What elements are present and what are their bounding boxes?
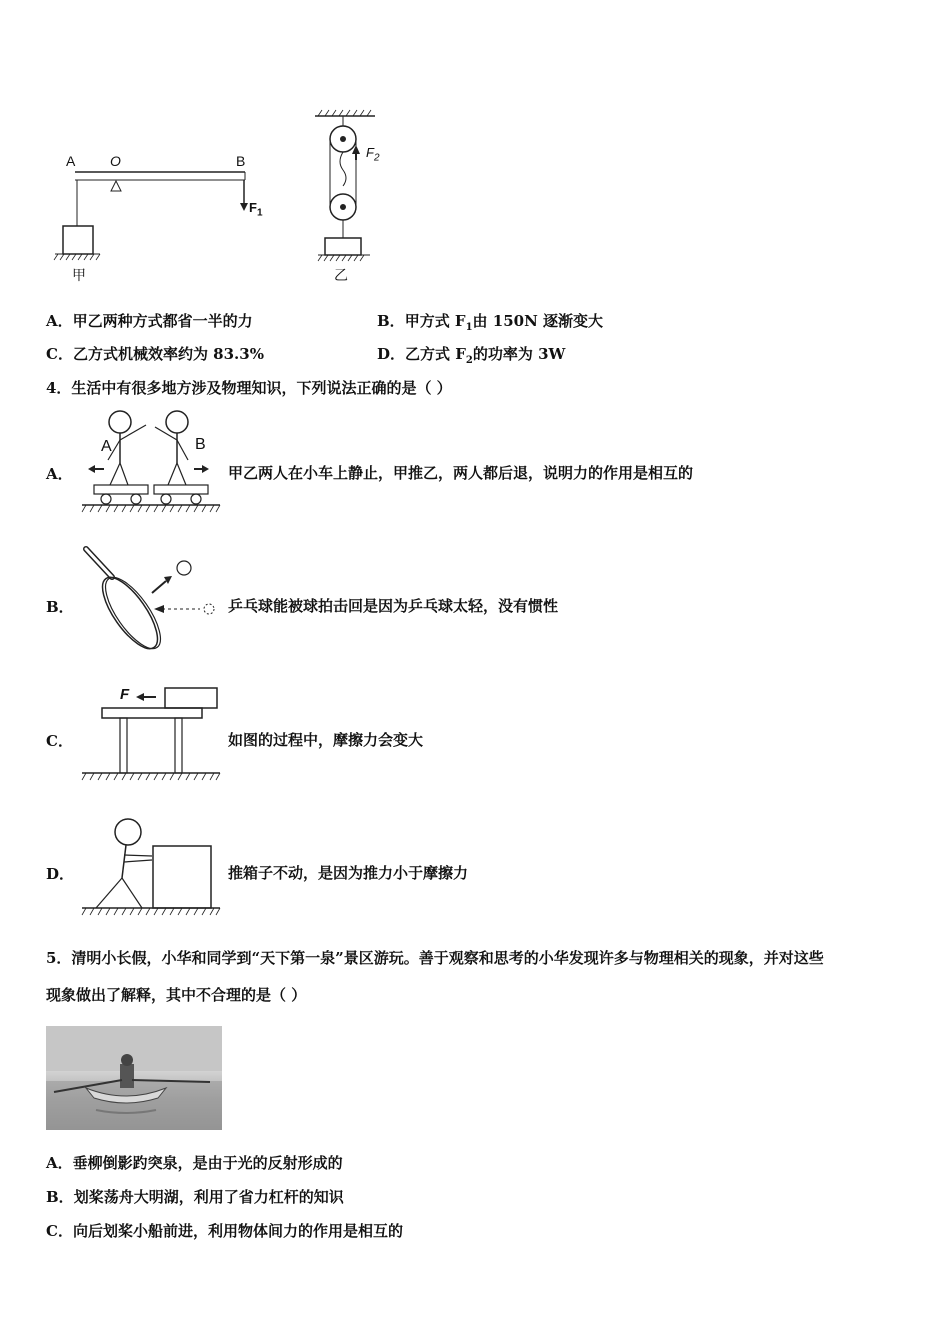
label-b: B bbox=[236, 153, 246, 169]
q4-table-figure bbox=[80, 680, 240, 790]
q5-stem-line2: 现象做出了解释，其中不合理的是（ ） bbox=[46, 986, 307, 1004]
q3-option-c bbox=[46, 344, 264, 364]
q5-option-c-text: 向后划桨小船前进，利用物体间力的作用是相互的 bbox=[72, 1222, 403, 1240]
q4-option-d-text: 推箱子不动，是因为推力小于摩擦力 bbox=[228, 864, 469, 882]
q5-option-a-key: A． bbox=[46, 1154, 73, 1172]
q4-fig-label-a: A bbox=[101, 438, 112, 455]
q3-option-d-post: 的功率为 3W bbox=[472, 345, 566, 363]
label-f2-sub: 2 bbox=[373, 152, 380, 164]
rowing-boat-drawing bbox=[46, 1026, 222, 1130]
q4-fig-label-f: F bbox=[120, 686, 130, 703]
q3-option-d-key: D． bbox=[377, 345, 406, 363]
label-f1-sub: 1 bbox=[256, 207, 263, 219]
label-yi: 乙 bbox=[334, 267, 348, 283]
q5-option-b bbox=[46, 1187, 344, 1207]
q3-option-b-post: 由 150N 逐渐变大 bbox=[472, 312, 603, 330]
q4-option-c-text: 如图的过程中，摩擦力会变大 bbox=[228, 731, 424, 749]
q5-option-a bbox=[46, 1153, 343, 1173]
label-f2 bbox=[366, 145, 380, 164]
rowing-boat-photo bbox=[46, 1026, 222, 1130]
q3-option-a-key: A． bbox=[46, 312, 73, 330]
label-jia: 甲 bbox=[72, 267, 86, 283]
label-f1-letter: F bbox=[249, 200, 257, 215]
q5-option-b-text: 划桨荡舟大明湖，利用了省力杠杆的知识 bbox=[73, 1188, 344, 1206]
q4-fig-label-b: B bbox=[195, 436, 206, 453]
q5-option-b-key: B． bbox=[46, 1188, 74, 1206]
label-f2-letter: F bbox=[366, 145, 374, 160]
q3-option-b-key: B． bbox=[377, 312, 405, 330]
q5-stem-line1: 5．清明小长假，小华和同学到“天下第一泉”景区游玩。善于观察和思考的小华发现许多与物理相关的现象，并对这些 bbox=[46, 949, 824, 967]
q4-option-b-key: B． bbox=[46, 598, 74, 616]
q4-paddle-figure bbox=[80, 545, 240, 665]
q5-option-c-key: C． bbox=[46, 1222, 73, 1240]
q4-option-c-key: C． bbox=[46, 732, 73, 750]
q5-option-c bbox=[46, 1221, 403, 1241]
q3-option-a-text: 甲乙两种方式都省一半的力 bbox=[72, 312, 253, 330]
q4-option-b-text: 乒乓球能被球拍击回是因为乒乓球太轻，没有惯性 bbox=[228, 597, 559, 615]
q4-push-box-figure bbox=[80, 810, 240, 930]
label-a: A bbox=[66, 153, 76, 169]
q3-option-c-text: 乙方式机械效率约为 83.3% bbox=[72, 345, 264, 363]
label-o: O bbox=[110, 153, 121, 169]
q4-option-a-key: A． bbox=[46, 465, 73, 483]
q5-option-a-text: 垂柳倒影趵突泉，是由于光的反射形成的 bbox=[72, 1154, 343, 1172]
q3-option-b bbox=[377, 311, 603, 338]
q3-option-b-pre: 甲方式 F bbox=[404, 312, 466, 330]
q4-option-d-key: D． bbox=[46, 865, 75, 883]
q4-carts-figure bbox=[80, 405, 240, 525]
q3-option-a bbox=[46, 311, 253, 331]
q4-option-a-text: 甲乙两人在小车上静止，甲推乙，两人都后退，说明力的作用是相互的 bbox=[228, 464, 694, 482]
q3-option-d bbox=[377, 344, 565, 371]
q3-option-c-key: C． bbox=[46, 345, 73, 363]
q4-stem: 4．生活中有很多地方涉及物理知识，下列说法正确的是（ ） bbox=[46, 379, 452, 397]
q3-option-d-pre: 乙方式 F bbox=[405, 345, 466, 363]
q3-option-d-sub: 2 bbox=[465, 355, 473, 366]
pulley-diagram bbox=[0, 0, 950, 300]
q3-option-b-sub: 1 bbox=[465, 322, 473, 333]
